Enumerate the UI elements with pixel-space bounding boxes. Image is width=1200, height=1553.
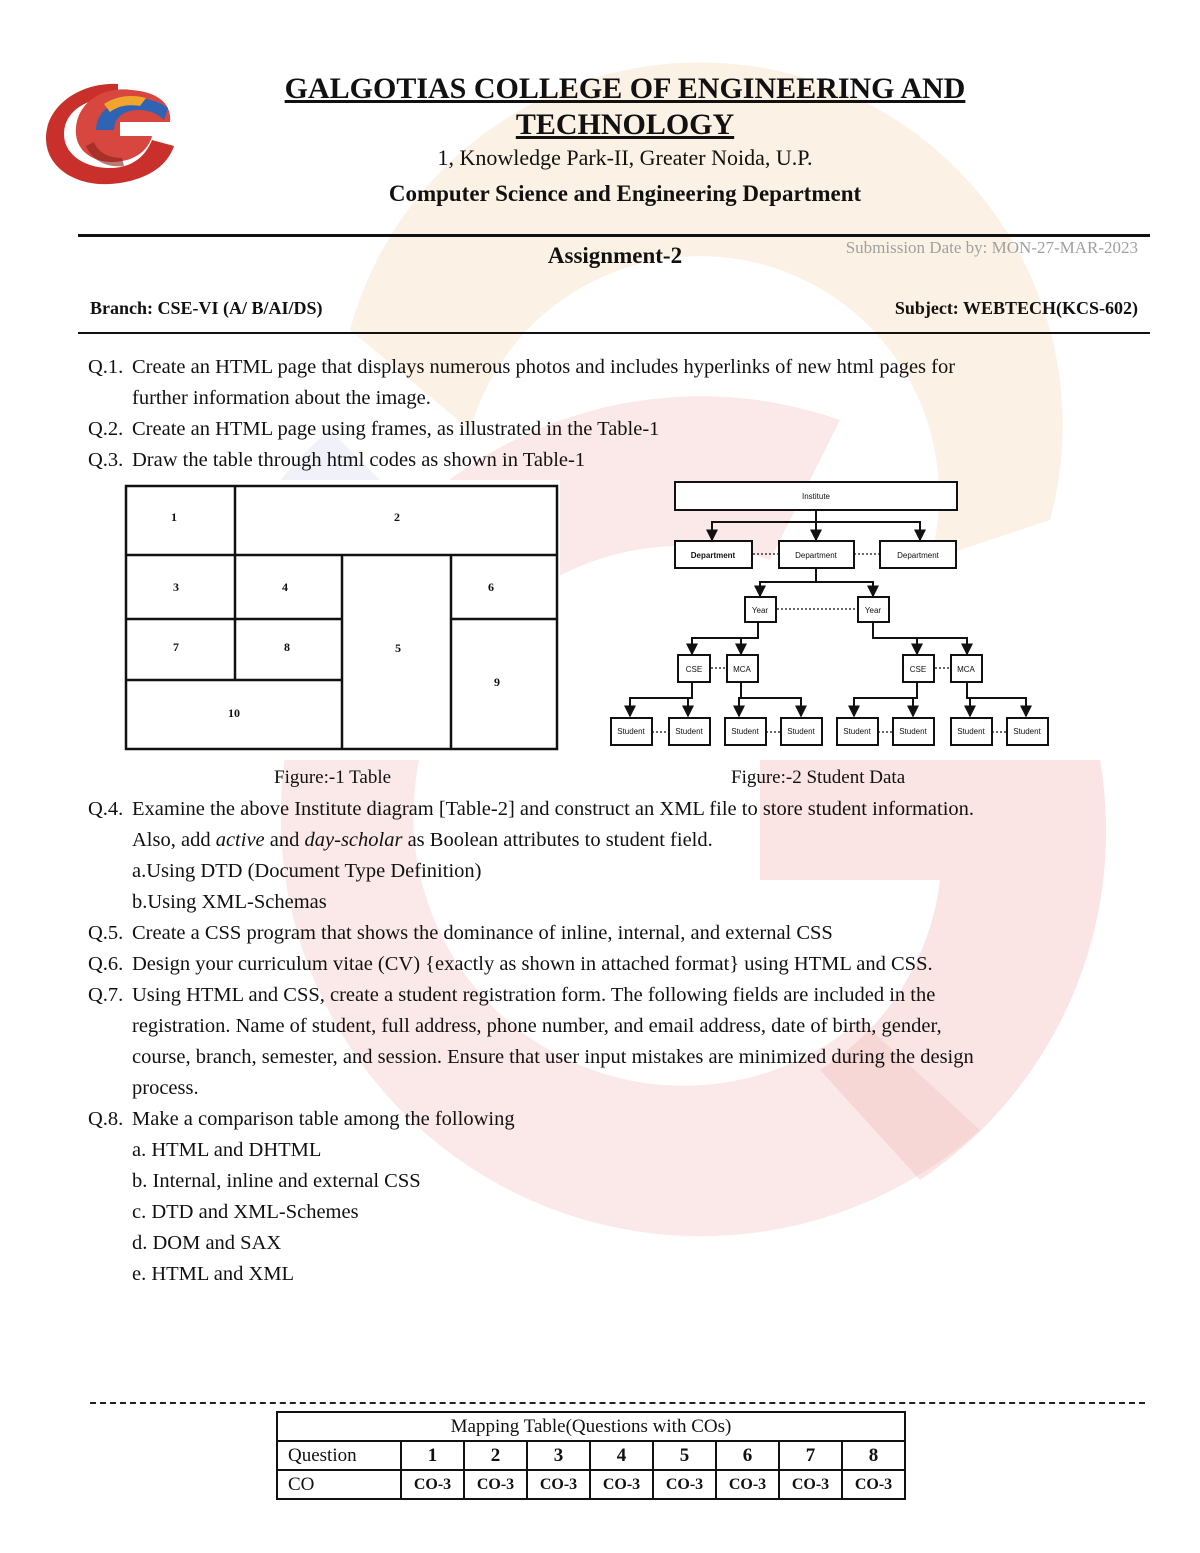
frame-cell-label: 3 bbox=[173, 580, 179, 594]
co-cell: CO-3 bbox=[842, 1470, 905, 1499]
frame-cell-label: 5 bbox=[395, 641, 401, 655]
question-number: Q.6. bbox=[88, 953, 124, 975]
diagram-node-branch: CSE bbox=[685, 665, 703, 674]
frame-cell-label: 8 bbox=[284, 640, 290, 654]
frame-cell-label: 2 bbox=[394, 510, 400, 524]
diagram-node-student: Student bbox=[843, 727, 871, 736]
department-name: Computer Science and Engineering Department bbox=[388, 181, 862, 206]
co-cell: CO-3 bbox=[590, 1470, 653, 1499]
question-number: Q.7. bbox=[88, 984, 124, 1006]
question-number: Q.5. bbox=[88, 922, 124, 944]
question-2 bbox=[88, 414, 1106, 445]
diagram-node-student: Student bbox=[731, 727, 759, 736]
question-cell: 6 bbox=[716, 1441, 779, 1470]
question-subitem: c. DTD and XML-Schemes bbox=[132, 1201, 359, 1223]
diagram-node-student: Student bbox=[899, 727, 927, 736]
question-cell: 7 bbox=[779, 1441, 842, 1470]
question-cell: 5 bbox=[653, 1441, 716, 1470]
header-rule bbox=[78, 234, 1150, 237]
diagram-node-student: Student bbox=[957, 727, 985, 736]
question-3 bbox=[88, 445, 1106, 476]
college-address: 1, Knowledge Park-II, Greater Noida, U.P. bbox=[437, 145, 813, 170]
diagram-node-department: Department bbox=[897, 551, 939, 560]
diagram-node-branch: CSE bbox=[909, 665, 927, 674]
diagram-node-student: Student bbox=[675, 727, 703, 736]
question-4 bbox=[88, 794, 1106, 913]
frame-cell-label: 1 bbox=[171, 510, 177, 524]
frame-cell-label: 7 bbox=[173, 640, 179, 654]
question-text-part: as Boolean attributes to student field. bbox=[402, 829, 713, 851]
question-subitem: b.Using XML-Schemas bbox=[132, 891, 327, 913]
figure-2-caption: Figure:-2 Student Data bbox=[731, 767, 906, 788]
question-6 bbox=[88, 949, 1106, 980]
question-text-part: Also, add bbox=[132, 829, 216, 851]
question-text: Design your curriculum vitae (CV) {exactly as shown in attached format} using HTML and CSS. bbox=[132, 953, 933, 975]
figure-1-frame-table bbox=[118, 480, 560, 760]
question-text-part: and bbox=[264, 829, 305, 851]
diagram-node-year: Year bbox=[751, 606, 769, 615]
day-scholar-attribute: day-scholar bbox=[304, 829, 403, 851]
question-text-cont: process. bbox=[132, 1077, 199, 1099]
college-name-line2: TECHNOLOGY bbox=[515, 108, 735, 141]
diagram-node-institute: Institute bbox=[801, 492, 831, 501]
question-1 bbox=[88, 352, 1106, 409]
frame-cell-label: 4 bbox=[282, 580, 288, 594]
mapping-co-row bbox=[277, 1470, 905, 1499]
question-text: Create an HTML page using frames, as illustrated in the Table-1 bbox=[132, 418, 660, 440]
question-number: Q.2. bbox=[88, 418, 124, 440]
question-text: Draw the table through html codes as shown in Table-1 bbox=[132, 449, 586, 471]
co-cell: CO-3 bbox=[464, 1470, 527, 1499]
question-text: Make a comparison table among the following bbox=[132, 1108, 515, 1130]
question-subitem: a.Using DTD (Document Type Definition) bbox=[132, 860, 482, 882]
frame-cell-label: 10 bbox=[228, 706, 240, 720]
question-text-cont: registration. Name of student, full address, phone number, and email address, date of birth, gender, bbox=[132, 1015, 942, 1037]
co-cell: CO-3 bbox=[716, 1470, 779, 1499]
frame-cell-label: 9 bbox=[494, 675, 500, 689]
footer-rule bbox=[90, 1402, 1145, 1404]
assignment-title: Assignment-2 bbox=[547, 243, 683, 268]
question-cell: 8 bbox=[842, 1441, 905, 1470]
branch-label: Branch: CSE-VI (A/ B/AI/DS) bbox=[90, 298, 323, 318]
row-label: Question bbox=[277, 1441, 401, 1470]
question-text-cont: course, branch, semester, and session. Ensure that user input mistakes are minimized during the design bbox=[132, 1046, 974, 1068]
question-text: Create an HTML page that displays numerous photos and includes hyperlinks of new html pages for bbox=[132, 356, 956, 378]
question-text: Create a CSS program that shows the dominance of inline, internal, and external CSS bbox=[132, 922, 833, 944]
question-cell: 1 bbox=[401, 1441, 464, 1470]
diagram-node-branch: MCA bbox=[957, 665, 975, 674]
co-cell: CO-3 bbox=[779, 1470, 842, 1499]
row-label: CO bbox=[277, 1470, 401, 1499]
question-cell: 2 bbox=[464, 1441, 527, 1470]
diagram-node-student: Student bbox=[1013, 727, 1041, 736]
figure-2-student-data-diagram bbox=[608, 478, 1053, 750]
active-attribute: active bbox=[215, 829, 265, 851]
mapping-table bbox=[276, 1411, 906, 1500]
diagram-node-year: Year bbox=[864, 606, 882, 615]
question-number: Q.8. bbox=[88, 1108, 124, 1130]
mapping-table-title: Mapping Table(Questions with COs) bbox=[277, 1412, 905, 1441]
frame-cell-label: 6 bbox=[488, 580, 494, 594]
co-cell: CO-3 bbox=[527, 1470, 590, 1499]
question-text-cont: further information about the image. bbox=[132, 387, 431, 409]
submission-date: Submission Date by: MON-27-MAR-2023 bbox=[845, 238, 1138, 257]
question-subitem: a. HTML and DHTML bbox=[132, 1139, 322, 1161]
mapping-question-row bbox=[277, 1441, 905, 1470]
question-number: Q.4. bbox=[88, 798, 124, 820]
question-5 bbox=[88, 918, 1106, 949]
diagram-node-department: Department bbox=[690, 551, 736, 560]
question-subitem: b. Internal, inline and external CSS bbox=[132, 1170, 421, 1192]
college-name-line1: GALGOTIAS COLLEGE OF ENGINEERING AND bbox=[284, 72, 966, 105]
diagram-node-department: Department bbox=[795, 551, 837, 560]
question-number: Q.3. bbox=[88, 449, 124, 471]
question-cell: 3 bbox=[527, 1441, 590, 1470]
question-text: Using HTML and CSS, create a student registration form. The following fields are included in the bbox=[132, 984, 936, 1006]
co-cell: CO-3 bbox=[401, 1470, 464, 1499]
co-cell: CO-3 bbox=[653, 1470, 716, 1499]
question-8 bbox=[88, 1104, 1106, 1285]
figure-1-caption: Figure:-1 Table bbox=[274, 767, 392, 788]
diagram-node-student: Student bbox=[787, 727, 815, 736]
subject-label: Subject: WEBTECH(KCS-602) bbox=[894, 298, 1138, 318]
question-cell: 4 bbox=[590, 1441, 653, 1470]
question-number: Q.1. bbox=[88, 356, 124, 378]
question-text: Examine the above Institute diagram [Table-2] and construct an XML file to store student information. bbox=[132, 798, 975, 820]
diagram-node-branch: MCA bbox=[733, 665, 751, 674]
diagram-node-student: Student bbox=[617, 727, 645, 736]
question-subitem: d. DOM and SAX bbox=[132, 1232, 282, 1254]
question-subitem: e. HTML and XML bbox=[132, 1263, 295, 1285]
info-rule bbox=[78, 332, 1150, 334]
question-7 bbox=[88, 980, 1106, 1099]
